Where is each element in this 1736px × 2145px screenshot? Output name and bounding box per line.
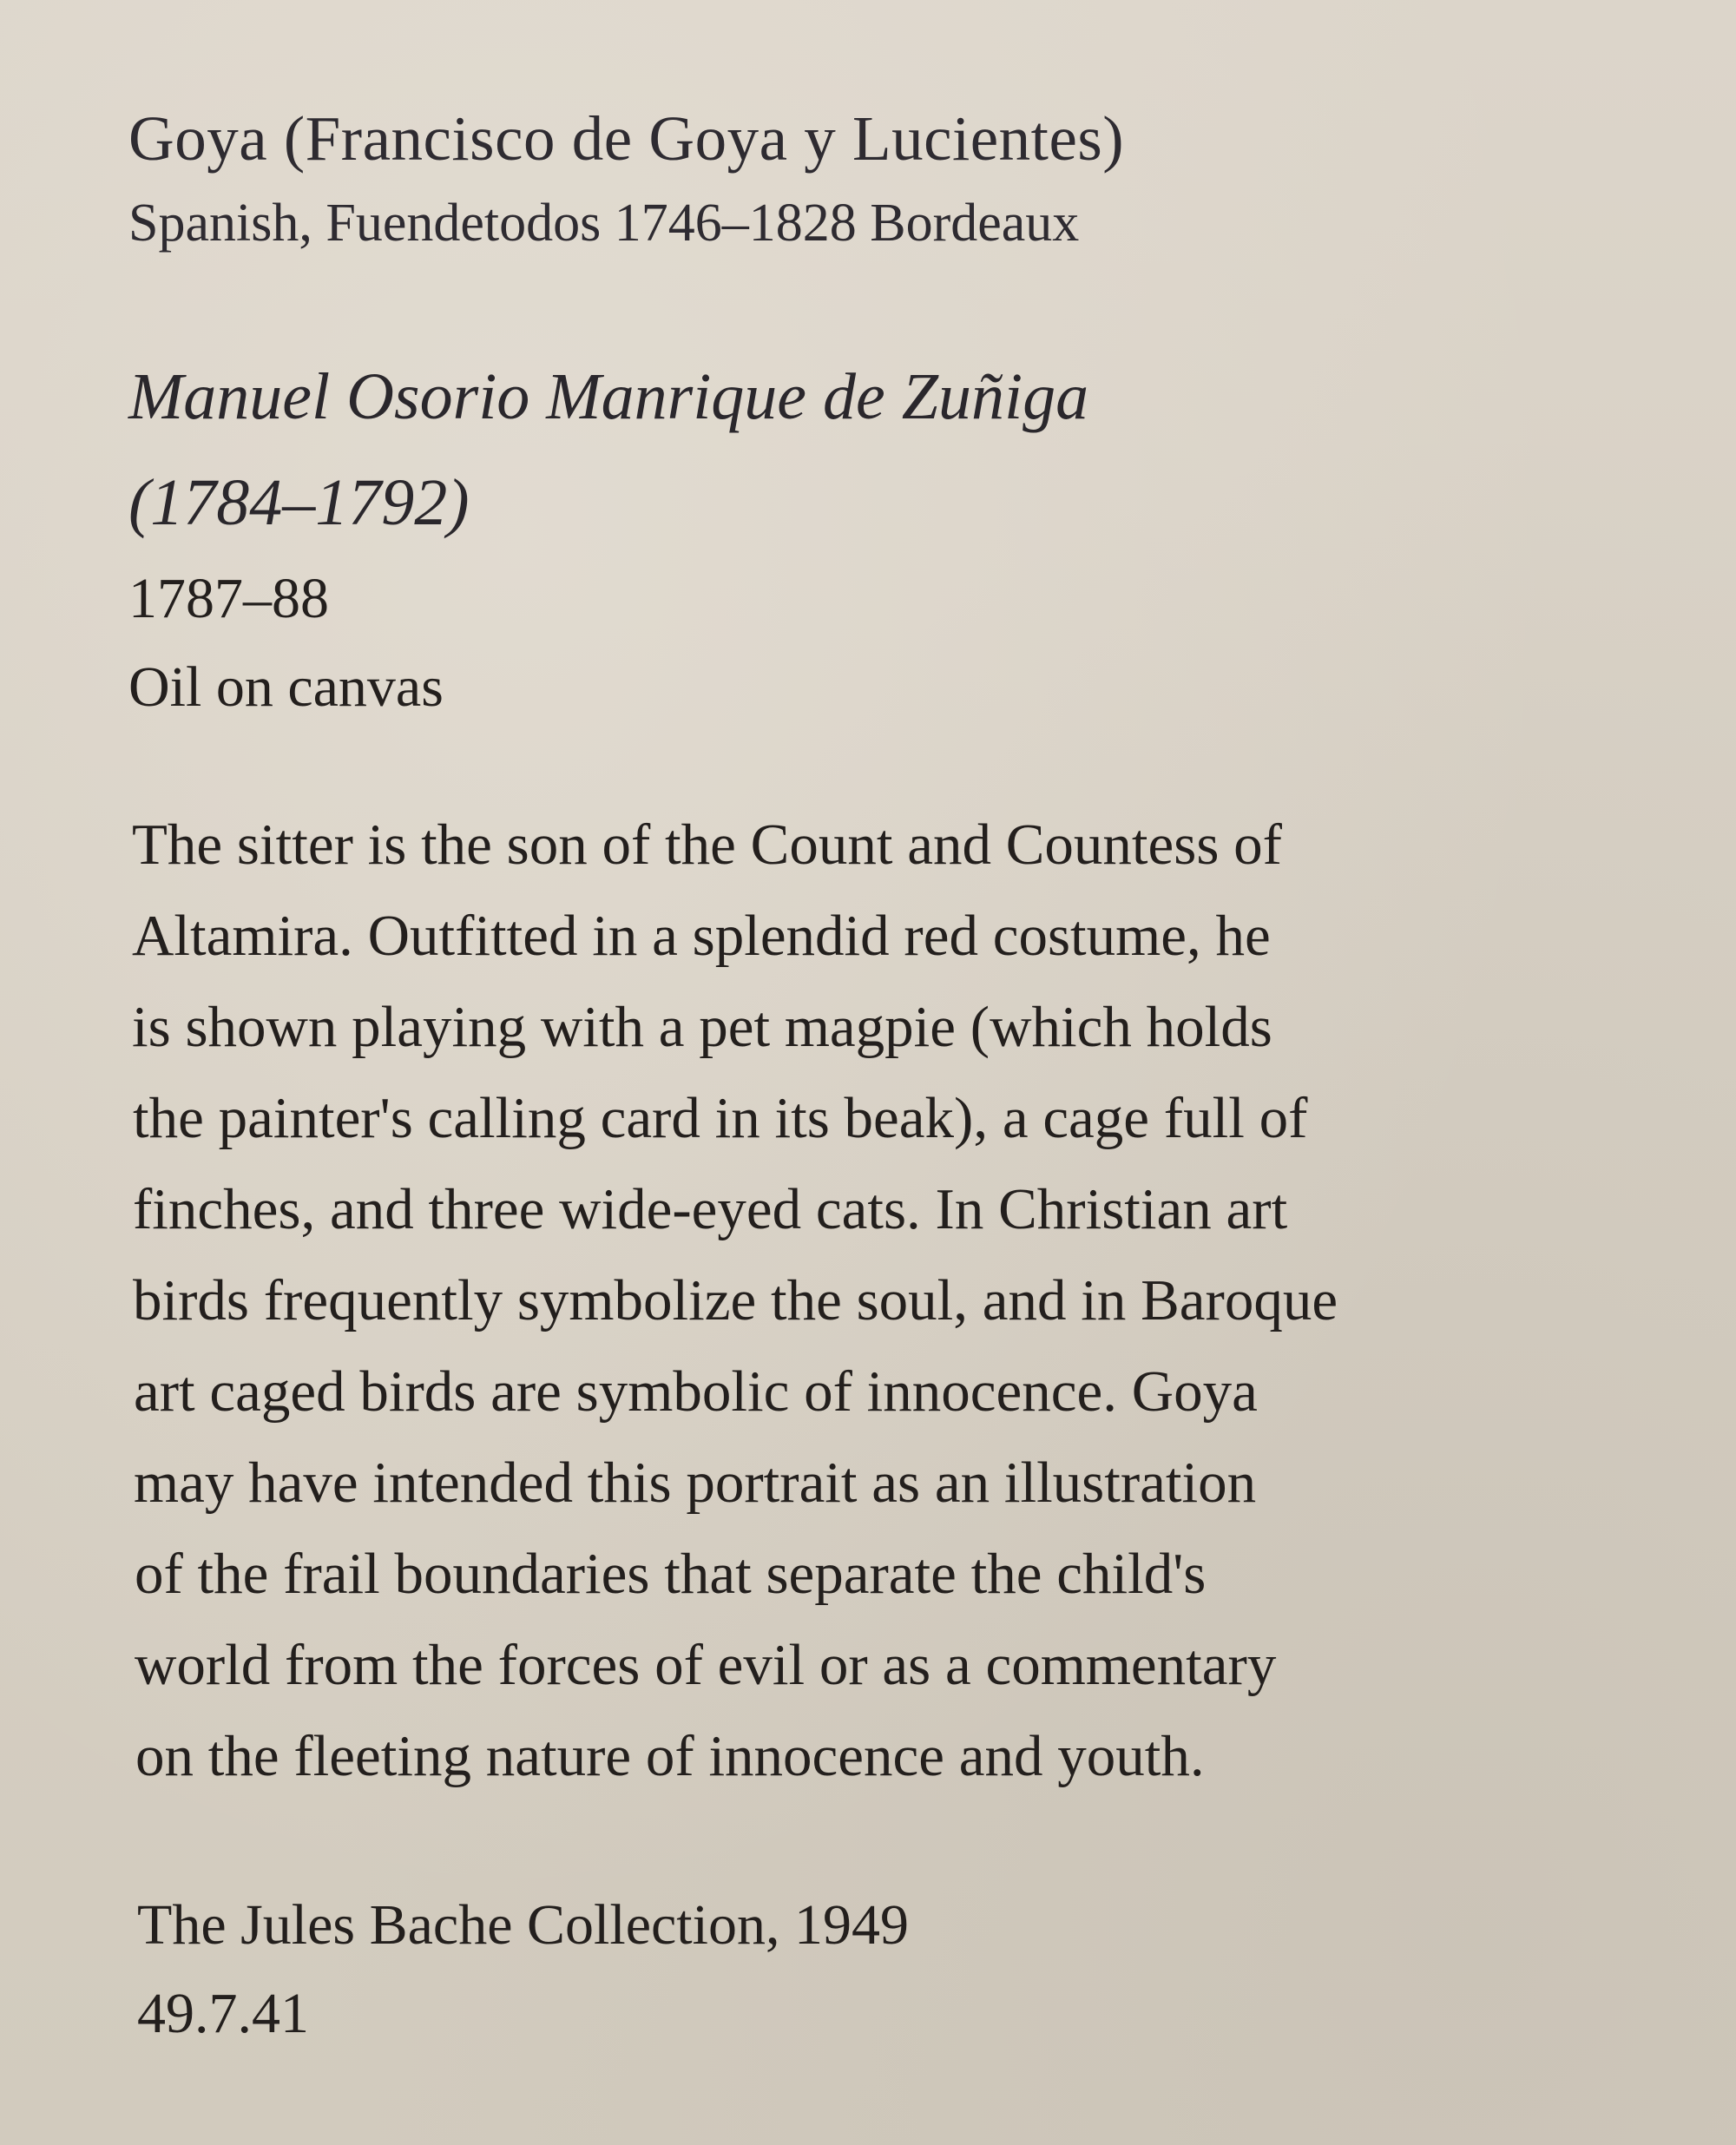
description-line: of the frail boundaries that separate the child's — [135, 1542, 1207, 1606]
artwork-date: 1787–88 — [128, 567, 329, 630]
description-line: The sitter is the son of the Count and Countess of — [132, 813, 1282, 877]
artist-nationality: Spanish, Fuendetodos 1746–1828 Bordeaux — [128, 194, 1080, 253]
credit-line: The Jules Bache Collection, 1949 — [137, 1893, 909, 1957]
description-line: the painter's calling card in its beak), a cage full of — [133, 1086, 1308, 1150]
description-line: on the fleeting nature of innocence and youth. — [135, 1724, 1205, 1788]
description-line: finches, and three wide-eyed cats. In Christian art — [133, 1177, 1288, 1241]
description-line: may have intended this portrait as an illustration — [134, 1451, 1257, 1515]
artist-name: Goya (Francisco de Goya y Lucientes) — [128, 103, 1125, 174]
artwork-title-line: (1784–1792) — [128, 466, 470, 539]
accession-number: 49.7.41 — [137, 1982, 309, 2045]
artwork-medium: Oil on canvas — [128, 655, 444, 719]
description-line: art caged birds are symbolic of innocence. Goya — [134, 1359, 1258, 1424]
artwork-title-line: Manuel Osorio Manrique de Zuñiga — [128, 360, 1089, 433]
description-line: Altamira. Outfitted in a splendid red costume, he — [132, 904, 1271, 968]
description-line: world from the forces of evil or as a commentary — [135, 1633, 1277, 1697]
description-line: birds frequently symbolize the soul, and in Baroque — [133, 1268, 1338, 1332]
description-line: is shown playing with a pet magpie (which holds — [132, 995, 1272, 1059]
